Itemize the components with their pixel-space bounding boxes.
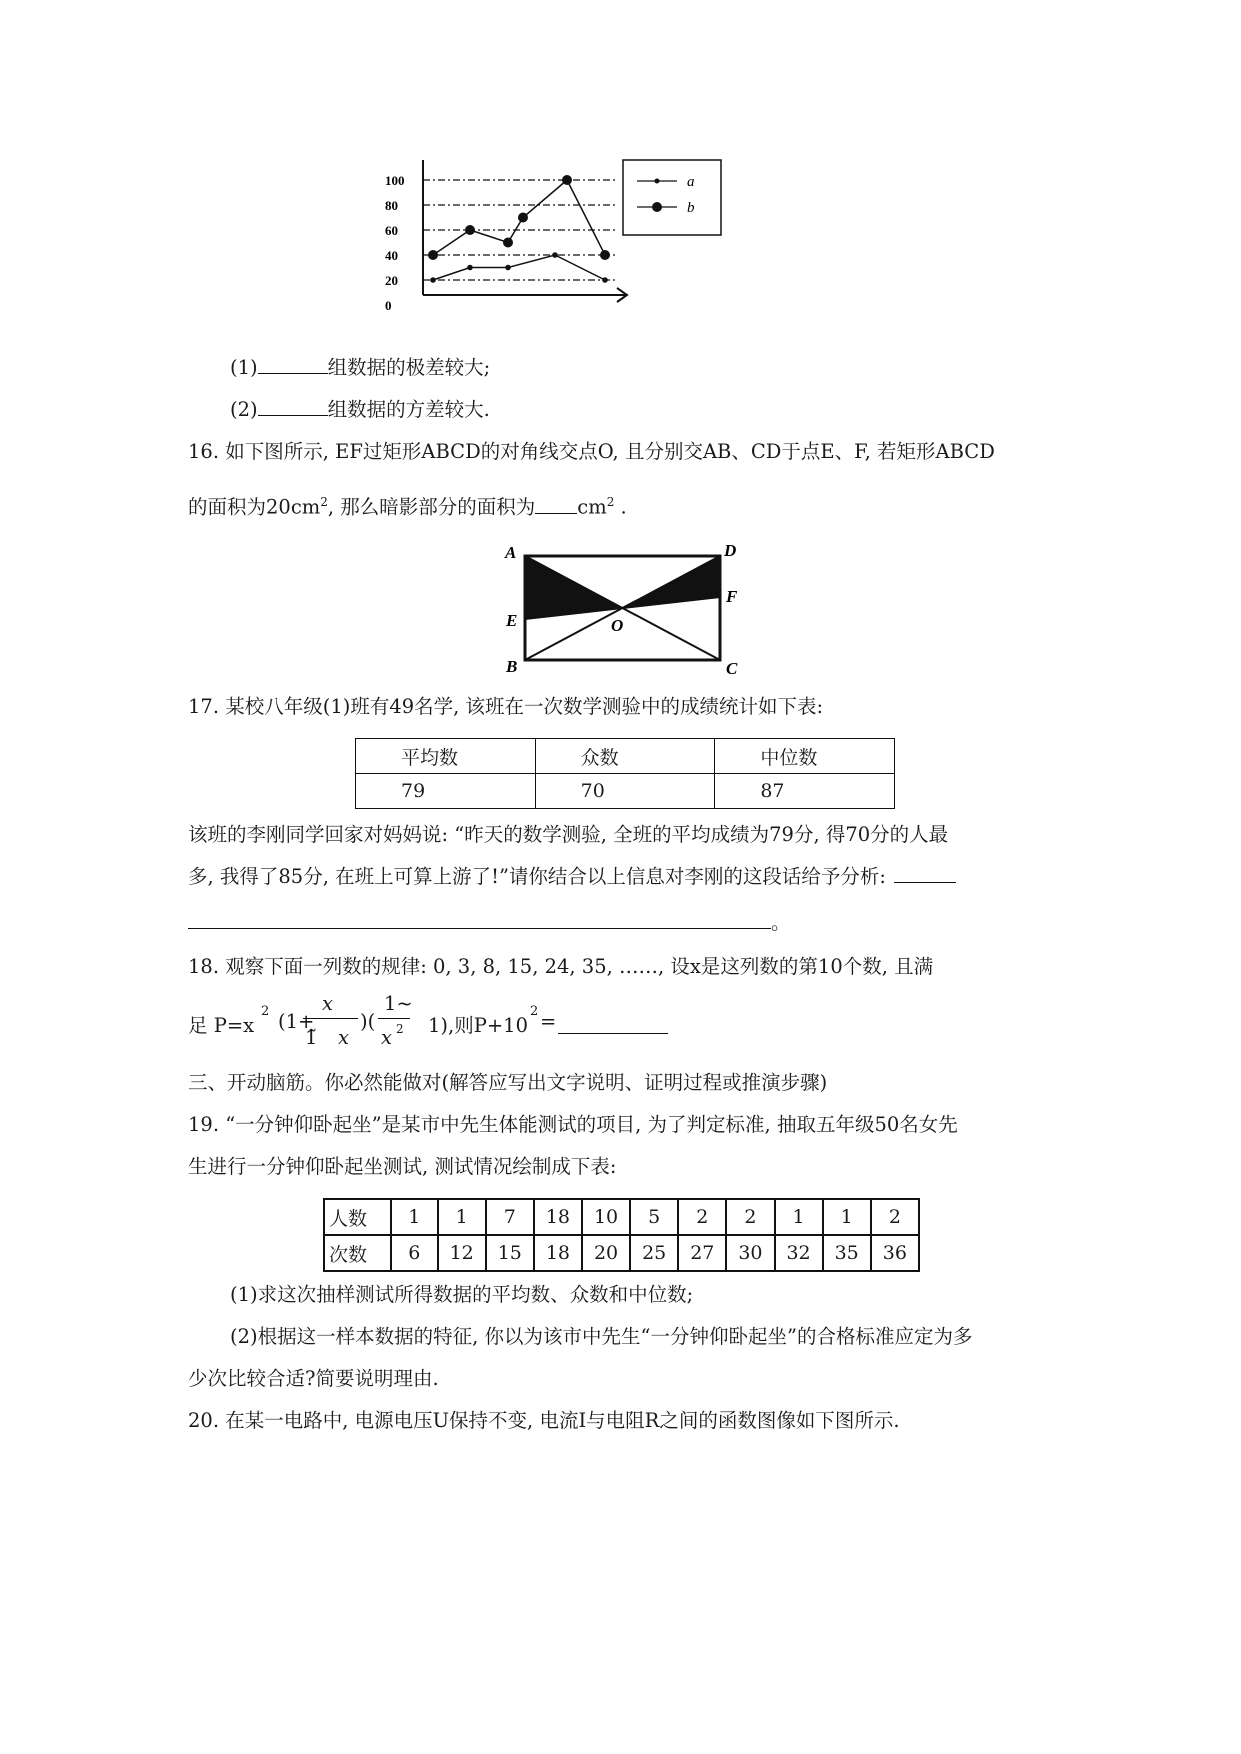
q16-text-c: cm <box>577 495 607 519</box>
table-cell: 2 <box>871 1199 919 1235</box>
q19-line2: 生进行一分钟仰卧起坐测试, 测试情况绘制成下表: <box>188 1155 617 1178</box>
q19-data-table <box>323 1198 920 1272</box>
label-o: O <box>611 616 624 635</box>
formula-prefix: 足 P=x <box>188 1014 255 1037</box>
q17-end: 。 <box>771 911 791 934</box>
legend-label-b: b <box>687 200 695 216</box>
q15-part2-text: 组数据的方差较大. <box>327 398 490 421</box>
series-b-point <box>518 213 528 223</box>
q16-line2 <box>188 487 627 523</box>
superscript: 2 <box>396 1022 404 1036</box>
label-c: C <box>726 659 738 678</box>
table-cell: 1 <box>391 1199 438 1235</box>
series-b-point <box>465 225 475 235</box>
label-b: B <box>506 657 518 676</box>
series-a-point <box>467 265 473 271</box>
table-cell: 35 <box>823 1235 871 1271</box>
formula-mid: )( <box>360 1010 376 1033</box>
q16-text-b: , 那么暗影部分的面积为 <box>327 495 536 519</box>
table-cell: 10 <box>582 1199 630 1235</box>
q19-part1: (1)求这次抽样测试所得数据的平均数、众数和中位数; <box>230 1283 694 1306</box>
q17-line4 <box>188 908 791 938</box>
table-cell: 27 <box>678 1235 726 1271</box>
fraction-bar <box>303 1018 358 1019</box>
legend-marker-b <box>652 202 662 212</box>
legend-marker-a <box>655 179 660 184</box>
table-header: 中位数 <box>715 739 895 774</box>
section-heading: 三、开动脑筋。你必然能做对(解答应写出文字说明、证明过程或推演步骤) <box>188 1071 828 1094</box>
formula-tail: 1),则P+10 <box>428 1014 528 1037</box>
table-row-header: 次数 <box>324 1235 391 1271</box>
y-tick-label: 20 <box>385 273 398 288</box>
q17-stats-table <box>355 738 895 809</box>
table-cell: 79 <box>356 774 536 809</box>
table-row <box>356 774 895 809</box>
q18-formula <box>188 992 888 1060</box>
q16-end: . <box>614 495 627 519</box>
label-a: A <box>505 543 517 562</box>
series-a-point <box>552 252 558 258</box>
series-b-point <box>428 250 438 260</box>
superscript: 2 <box>606 495 615 509</box>
series-b-point <box>503 238 513 248</box>
formula-open: (1+ <box>278 1010 315 1033</box>
y-tick-label: 60 <box>385 223 398 238</box>
superscript: 2 <box>261 1004 270 1019</box>
fraction-denominator: x <box>381 1026 392 1049</box>
y-tick-label: 100 <box>385 173 405 188</box>
table-cell: 5 <box>630 1199 678 1235</box>
q15-part1 <box>230 353 490 383</box>
q19-line1: 19. “一分钟仰卧起坐”是某市中先生体能测试的项目, 为了判定标准, 抽取五年级50名女先 <box>188 1113 958 1136</box>
series-a-point <box>430 277 436 283</box>
legend-label-a: a <box>687 174 695 190</box>
table-cell: 30 <box>726 1235 774 1271</box>
q19-part2a: (2)根据这一样本数据的特征, 你以为该市中先生“一分钟仰卧起坐”的合格标准应定为多 <box>230 1325 973 1348</box>
superscript: 2 <box>530 1004 539 1019</box>
q16-text-a: 的面积为20cm <box>188 495 321 519</box>
answer-blank[interactable] <box>188 927 771 929</box>
q20-line1: 20. 在某一电路中, 电源电压U保持不变, 电流I与电阻R之间的函数图像如下图所示. <box>188 1409 900 1432</box>
label-f: F <box>726 587 738 606</box>
table-cell: 6 <box>391 1235 438 1271</box>
q15-part2 <box>230 395 490 425</box>
table-row-header: 人数 <box>324 1199 391 1235</box>
formula-eq: = <box>540 1010 557 1033</box>
table-cell: 18 <box>534 1235 582 1271</box>
table-cell: 1 <box>823 1199 871 1235</box>
fraction-numerator: 1~ <box>384 992 413 1015</box>
answer-blank[interactable] <box>558 1032 668 1034</box>
table-cell: 87 <box>715 774 895 809</box>
table-cell: 32 <box>775 1235 823 1271</box>
label-e: E <box>506 611 518 630</box>
table-row <box>324 1235 919 1271</box>
series-a-point <box>602 277 608 283</box>
q16-line1: 16. 如下图所示, EF过矩形ABCD的对角线交点O, 且分别交AB、CD于点E、F, 若矩形ABCD <box>188 440 995 463</box>
fraction-denominator: 1̃ <box>305 1026 318 1049</box>
rectangle-figure <box>498 538 748 678</box>
superscript: 2 <box>320 495 328 509</box>
y-tick-label: 0 <box>385 298 392 313</box>
table-cell: 20 <box>582 1235 630 1271</box>
table-cell: 12 <box>438 1235 486 1271</box>
y-tick-label: 40 <box>385 248 398 263</box>
table-header: 平均数 <box>356 739 536 774</box>
q15-part2-label: (2) <box>230 398 258 421</box>
table-cell: 15 <box>486 1235 534 1271</box>
fraction-denominator: x <box>338 1026 349 1049</box>
series-b-point <box>600 250 610 260</box>
q15-part1-text: 组数据的极差较大; <box>327 356 491 379</box>
table-cell: 36 <box>871 1235 919 1271</box>
table-row <box>324 1199 919 1235</box>
fraction-numerator: x <box>322 992 333 1015</box>
legend-box <box>623 160 721 235</box>
q17-line3 <box>188 862 956 892</box>
table-row <box>356 739 895 774</box>
table-cell: 1 <box>775 1199 823 1235</box>
table-cell: 25 <box>630 1235 678 1271</box>
series-b-point <box>562 175 572 185</box>
series-a-line <box>433 255 605 280</box>
q17-line2: 该班的李刚同学回家对妈妈说: “昨天的数学测验, 全班的平均成绩为79分, 得70分的人最 <box>188 823 949 846</box>
table-cell: 7 <box>486 1199 534 1235</box>
answer-blank[interactable] <box>894 881 956 883</box>
line-chart <box>385 160 825 350</box>
fraction-bar <box>378 1018 410 1019</box>
q19-part2b: 少次比较合适?简要说明理由. <box>188 1367 439 1390</box>
answer-blank[interactable] <box>258 414 328 416</box>
q17-line1: 17. 某校八年级(1)班有49名学, 该班在一次数学测验中的成绩统计如下表: <box>188 695 824 718</box>
table-cell: 2 <box>678 1199 726 1235</box>
table-cell: 70 <box>535 774 715 809</box>
label-d: D <box>724 541 737 560</box>
q17-line3-text: 多, 我得了85分, 在班上可算上游了!”请你结合以上信息对李刚的这段话给予分析: <box>188 865 886 888</box>
table-header: 众数 <box>535 739 715 774</box>
answer-blank[interactable] <box>258 372 328 374</box>
table-cell: 1 <box>438 1199 486 1235</box>
q15-part1-label: (1) <box>230 356 258 379</box>
series-a-point <box>505 265 511 271</box>
q18-line1: 18. 观察下面一列数的规律: 0, 3, 8, 15, 24, 35, ……, 设x是这列数的第10个数, 且满 <box>188 955 934 978</box>
y-tick-label: 80 <box>385 198 398 213</box>
table-cell: 18 <box>534 1199 582 1235</box>
table-cell: 2 <box>726 1199 774 1235</box>
answer-blank[interactable] <box>535 512 577 514</box>
